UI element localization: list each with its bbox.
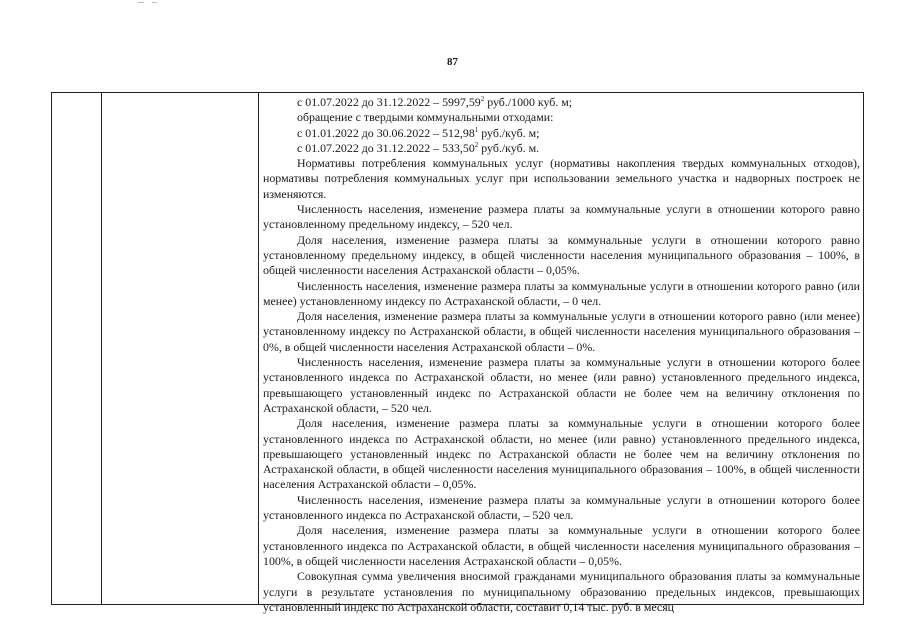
- scan-speck: [138, 2, 144, 3]
- column-divider: [258, 93, 259, 604]
- tariff-line: обращение с твердыми коммунальными отходами:: [297, 110, 554, 125]
- page-number: 87: [447, 56, 458, 68]
- paragraph: Доля населения, изменение размера платы за коммунальные услуги в отношении которого более установленного индекса по Астраханской области, в общей численности населения муниципального образования – 100%, в общей численности населения Астраханской области – 0,05%.: [263, 523, 860, 568]
- paragraph: Доля населения, изменение размера платы за коммунальные услуги в отношении которого более установленного индекса по Астраханской области, но менее (или равно) установленного предельного индекса, превышающего установленный индекс по Астраханской области не более чем на величину отклонения по Астраханской области, в общей численности населения муниципального образования – 100%, в общей численности населения Астраханской области – 0,05%.: [263, 416, 860, 492]
- column-divider: [101, 93, 102, 604]
- table-cell-content: [263, 95, 860, 615]
- paragraph: Доля населения, изменение размера платы за коммунальные услуги в отношении которого равно (или менее) установленному индексу по Астраханской области, в общей численности населения муниципального образования – 0%, в общей численности населения Астраханской области – 0%.: [263, 309, 860, 354]
- tariff-line: с 01.07.2022 до 31.12.2022 – 5997,59$^2$ руб./1000 куб. м;: [297, 95, 573, 109]
- paragraph: Доля населения, изменение размера платы за коммунальные услуги в отношении которого равно установленному предельному индексу, в общей численности населения муниципального образования – 100%, в общей численности населения Астраханской области – 0,05%.: [263, 232, 860, 278]
- paragraph: Нормативы потребления коммунальных услуг (нормативы накопления твердых коммунальных отходов), нормативы потребления коммунальных услуг при использовании земельного участка и надворных построек не изменяются.: [263, 156, 860, 201]
- document-table: [51, 92, 864, 614]
- paragraph: Численность населения, изменение размера платы за коммунальные услуги в отношении которого более установленного индекса по Астраханской области, но менее (или равно) установленного предельного индекса, превышающего установленный индекс по Астраханской области не более чем на величину отклонения по Астраханской области, – 520 чел.: [263, 355, 860, 415]
- paragraph: Численность населения, изменение размера платы за коммунальные услуги в отношении которого равно (или менее) установленному индексу по Астраханской области, – 0 чел.: [263, 278, 860, 308]
- paragraph: Численность населения, изменение размера платы за коммунальные услуги в отношении которого равно установленному предельному индексу, – 520 чел.: [263, 202, 860, 232]
- scan-speck: [152, 2, 157, 3]
- tariff-line: с 01.01.2022 до 30.06.2022 – 512,98$^1$ руб./куб. м;: [297, 125, 540, 140]
- tariff-line: с 01.07.2022 до 31.12.2022 – 533,50$^2$ руб./куб. м.: [297, 140, 540, 155]
- paragraph: Численность населения, изменение размера платы за коммунальные услуги в отношении которого более установленного индекса по Астраханской области, – 520 чел.: [263, 492, 860, 523]
- paragraph: Совокупная сумма увеличения вносимой гражданами муниципального образования платы за коммунальные услуги в результате установления по муниципальному образованию предельных индексов, превышающих установленный индекс по Астраханской области, составит 0,14 тыс. руб. в месяц: [263, 569, 860, 614]
